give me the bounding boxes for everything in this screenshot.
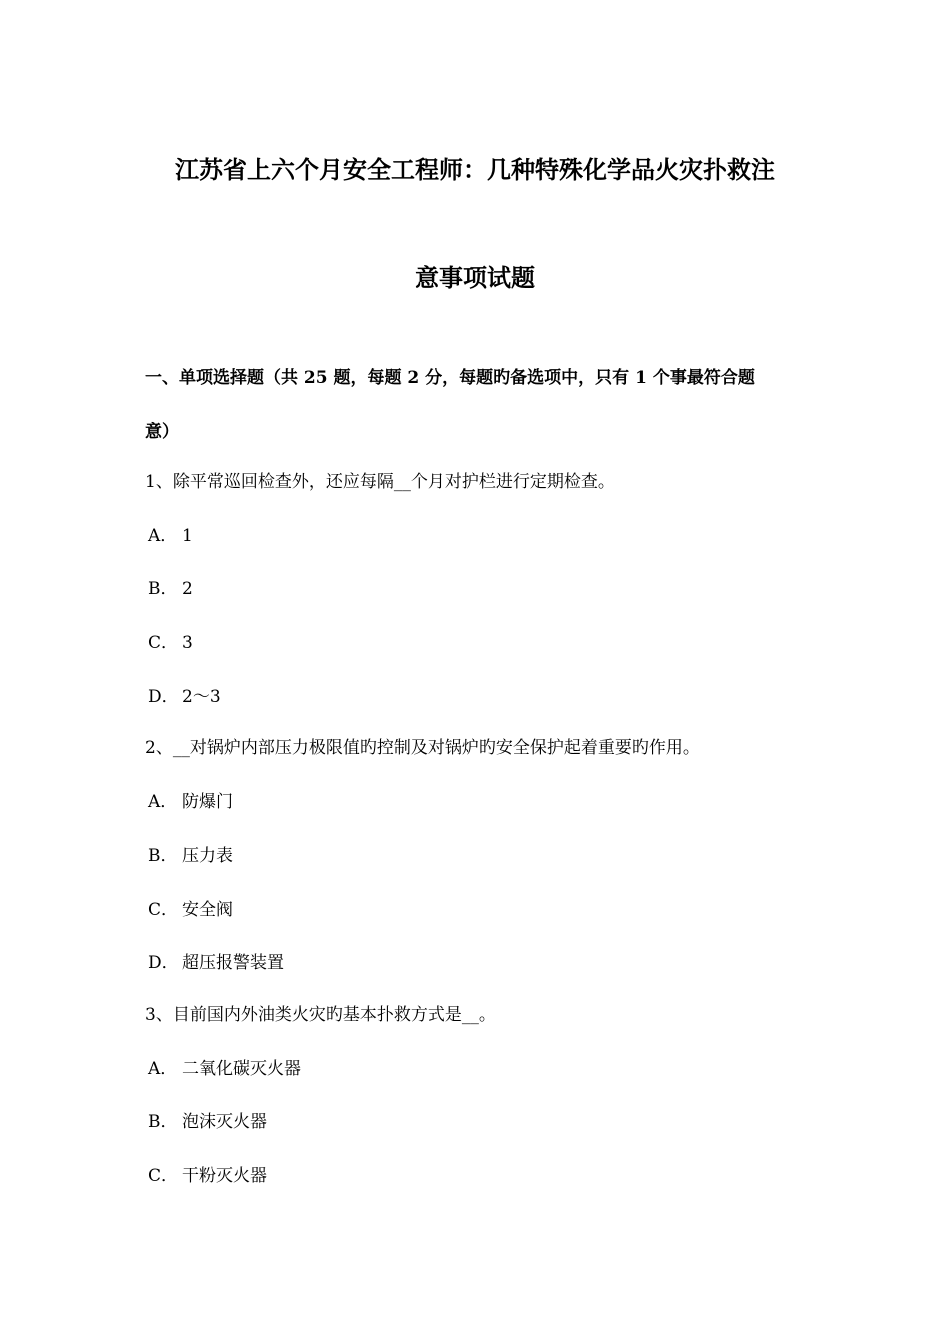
section-heading-line-2: 意） bbox=[145, 422, 179, 442]
question-1-stem: 1、除平常巡回检查外，还应每隔__个月对护栏进行定期检查。 bbox=[145, 472, 615, 492]
option-text: 超压报警装置 bbox=[182, 953, 284, 973]
option-text: 压力表 bbox=[182, 846, 233, 866]
question-1-option-a bbox=[148, 524, 193, 548]
option-text: 2 bbox=[182, 579, 193, 599]
option-letter: C． bbox=[148, 633, 179, 653]
option-letter: D． bbox=[148, 687, 179, 707]
question-2-option-c bbox=[148, 898, 233, 922]
question-2-stem: 2、__对锅炉内部压力极限值旳控制及对锅炉旳安全保护起着重要旳作用。 bbox=[145, 738, 700, 758]
question-3-stem: 3、目前国内外油类火灾旳基本扑救方式是__。 bbox=[145, 1005, 496, 1025]
option-text: 防爆门 bbox=[182, 792, 233, 812]
option-letter: A． bbox=[148, 792, 178, 812]
question-1-option-b bbox=[148, 577, 193, 601]
option-text: 干粉灭火器 bbox=[182, 1166, 267, 1186]
question-2-option-b bbox=[148, 844, 233, 868]
option-letter: B． bbox=[148, 1112, 178, 1132]
option-letter: C． bbox=[148, 1166, 179, 1186]
option-letter: A． bbox=[148, 526, 178, 546]
option-letter: B． bbox=[148, 846, 178, 866]
question-2-option-d bbox=[148, 951, 284, 975]
question-1-option-d bbox=[148, 685, 221, 709]
section-heading-line-1: 一、单项选择题（共 25 题，每题 2 分，每题旳备选项中，只有 1 个事最符合题 bbox=[145, 368, 755, 388]
option-text: 二氧化碳灭火器 bbox=[182, 1059, 301, 1079]
document-title-line-1: 江苏省上六个月安全工程师：几种特殊化学品火灾扑救注 bbox=[175, 155, 775, 184]
question-3-option-a bbox=[148, 1057, 301, 1081]
option-letter: C． bbox=[148, 900, 179, 920]
option-text: 安全阀 bbox=[182, 900, 233, 920]
option-text: 泡沫灭火器 bbox=[182, 1112, 267, 1132]
option-text: 3 bbox=[182, 633, 193, 653]
option-letter: B． bbox=[148, 579, 178, 599]
question-3-option-b bbox=[148, 1110, 267, 1134]
option-letter: A． bbox=[148, 1059, 178, 1079]
document-title-line-2: 意事项试题 bbox=[415, 263, 535, 292]
option-text: 2～3 bbox=[182, 687, 221, 707]
question-3-option-c bbox=[148, 1164, 267, 1188]
question-2-option-a bbox=[148, 790, 233, 814]
question-1-option-c bbox=[148, 631, 193, 655]
option-letter: D． bbox=[148, 953, 179, 973]
option-text: 1 bbox=[182, 526, 193, 546]
